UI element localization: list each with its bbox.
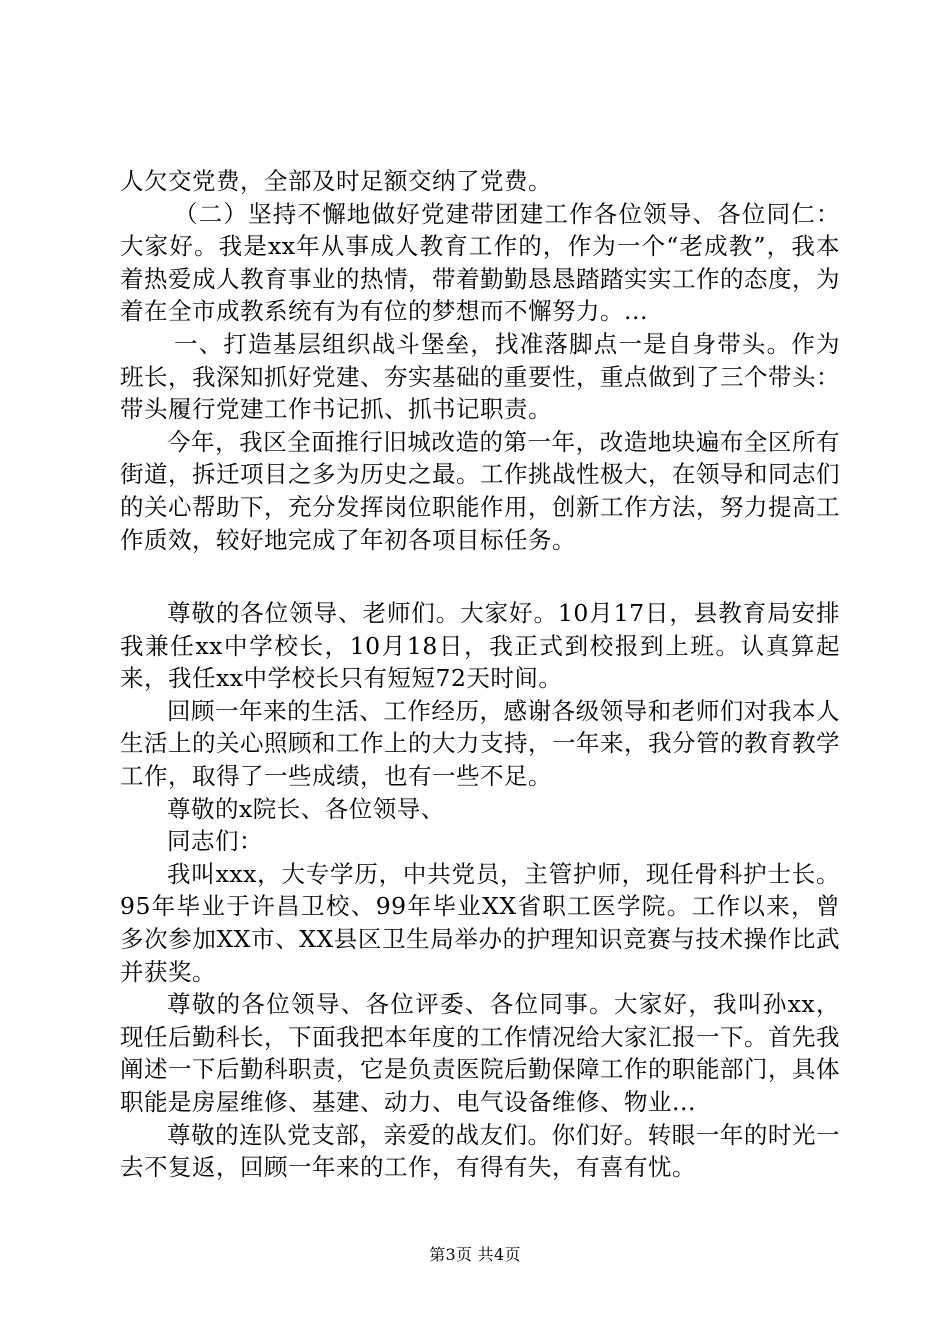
paragraph: 尊敬的各位领导、老师们。大家好。10月17日，县教育局安排我兼任xx中学校长，10月18日，我正式到校报到上班。认真算起来，我任xx中学校长只有短短72天时间。 [120, 599, 840, 693]
paragraph: 尊敬的连队党支部，亲爱的战友们。你们好。转眼一年的时光一去不复返，回顾一年来的工作，有得有失，有喜有忧。 [120, 1120, 840, 1182]
paragraph: 回顾一年来的生活、工作经历，感谢各级领导和老师们对我本人生活上的关心照顾和工作上的大力支持，一年来，我分管的教育教学工作，取得了一些成绩，也有一些不足。 [120, 696, 840, 790]
paragraph: 尊敬的x院长、各位领导、 [167, 794, 445, 823]
paragraph: 人欠交党费，全部及时足额交纳了党费。 [120, 167, 552, 195]
paragraph: 一、打造基层组织战斗堡垒，找准落脚点一是自身带头。作为班长，我深知抓好党建、夯实基础的重要性，重点做到了三个带头：带头履行党建工作书记抓、抓书记职责。 [120, 329, 840, 424]
paragraph: 同志们： [167, 827, 263, 856]
body-text-section-2 [120, 597, 840, 1184]
paragraph: 我叫xxx，大专学历，中共党员，主管护师，现任骨科护士长。95年毕业于许昌卫校、99年毕业XX省职工医学院。工作以来，曾多次参加XX市、XX县区卫生局举办的护理知识竞赛与技术操作比武并获奖。 [120, 859, 840, 986]
paragraph: 尊敬的各位领导、各位评委、各位同事。大家好，我叫孙xx，现任后勤科长，下面我把本年度的工作情况给大家汇报一下。首先我阐述一下后勤科职责，它是负责医院后勤保障工作的职能部门，具体职能是房屋维修、基建、动力、电气设备维修、物业... [120, 990, 840, 1116]
page-number-footer: 第3页 共4页 [429, 1245, 521, 1264]
paragraph: （二）坚持不懈地做好党建带团建工作各位领导、各位同仁：大家好。我是xx年从事成人教育工作的，作为一个“老成教”，我本着热爱成人教育事业的热情，带着勤勤恳恳踏踏实实工作的态度，为着在全市成教系统有为有位的梦想而不懈努力。... [120, 199, 840, 326]
body-text-section-1 [120, 165, 840, 556]
paragraph: 今年，我区全面推行旧城改造的第一年，改造地块遍布全区所有街道，拆迁项目之多为历史之最。工作挑战性极大，在领导和同志们的关心帮助下，充分发挥岗位职能作用，创新工作方法，努力提高工作质效，较好地完成了年初各项目标任务。 [120, 427, 840, 554]
